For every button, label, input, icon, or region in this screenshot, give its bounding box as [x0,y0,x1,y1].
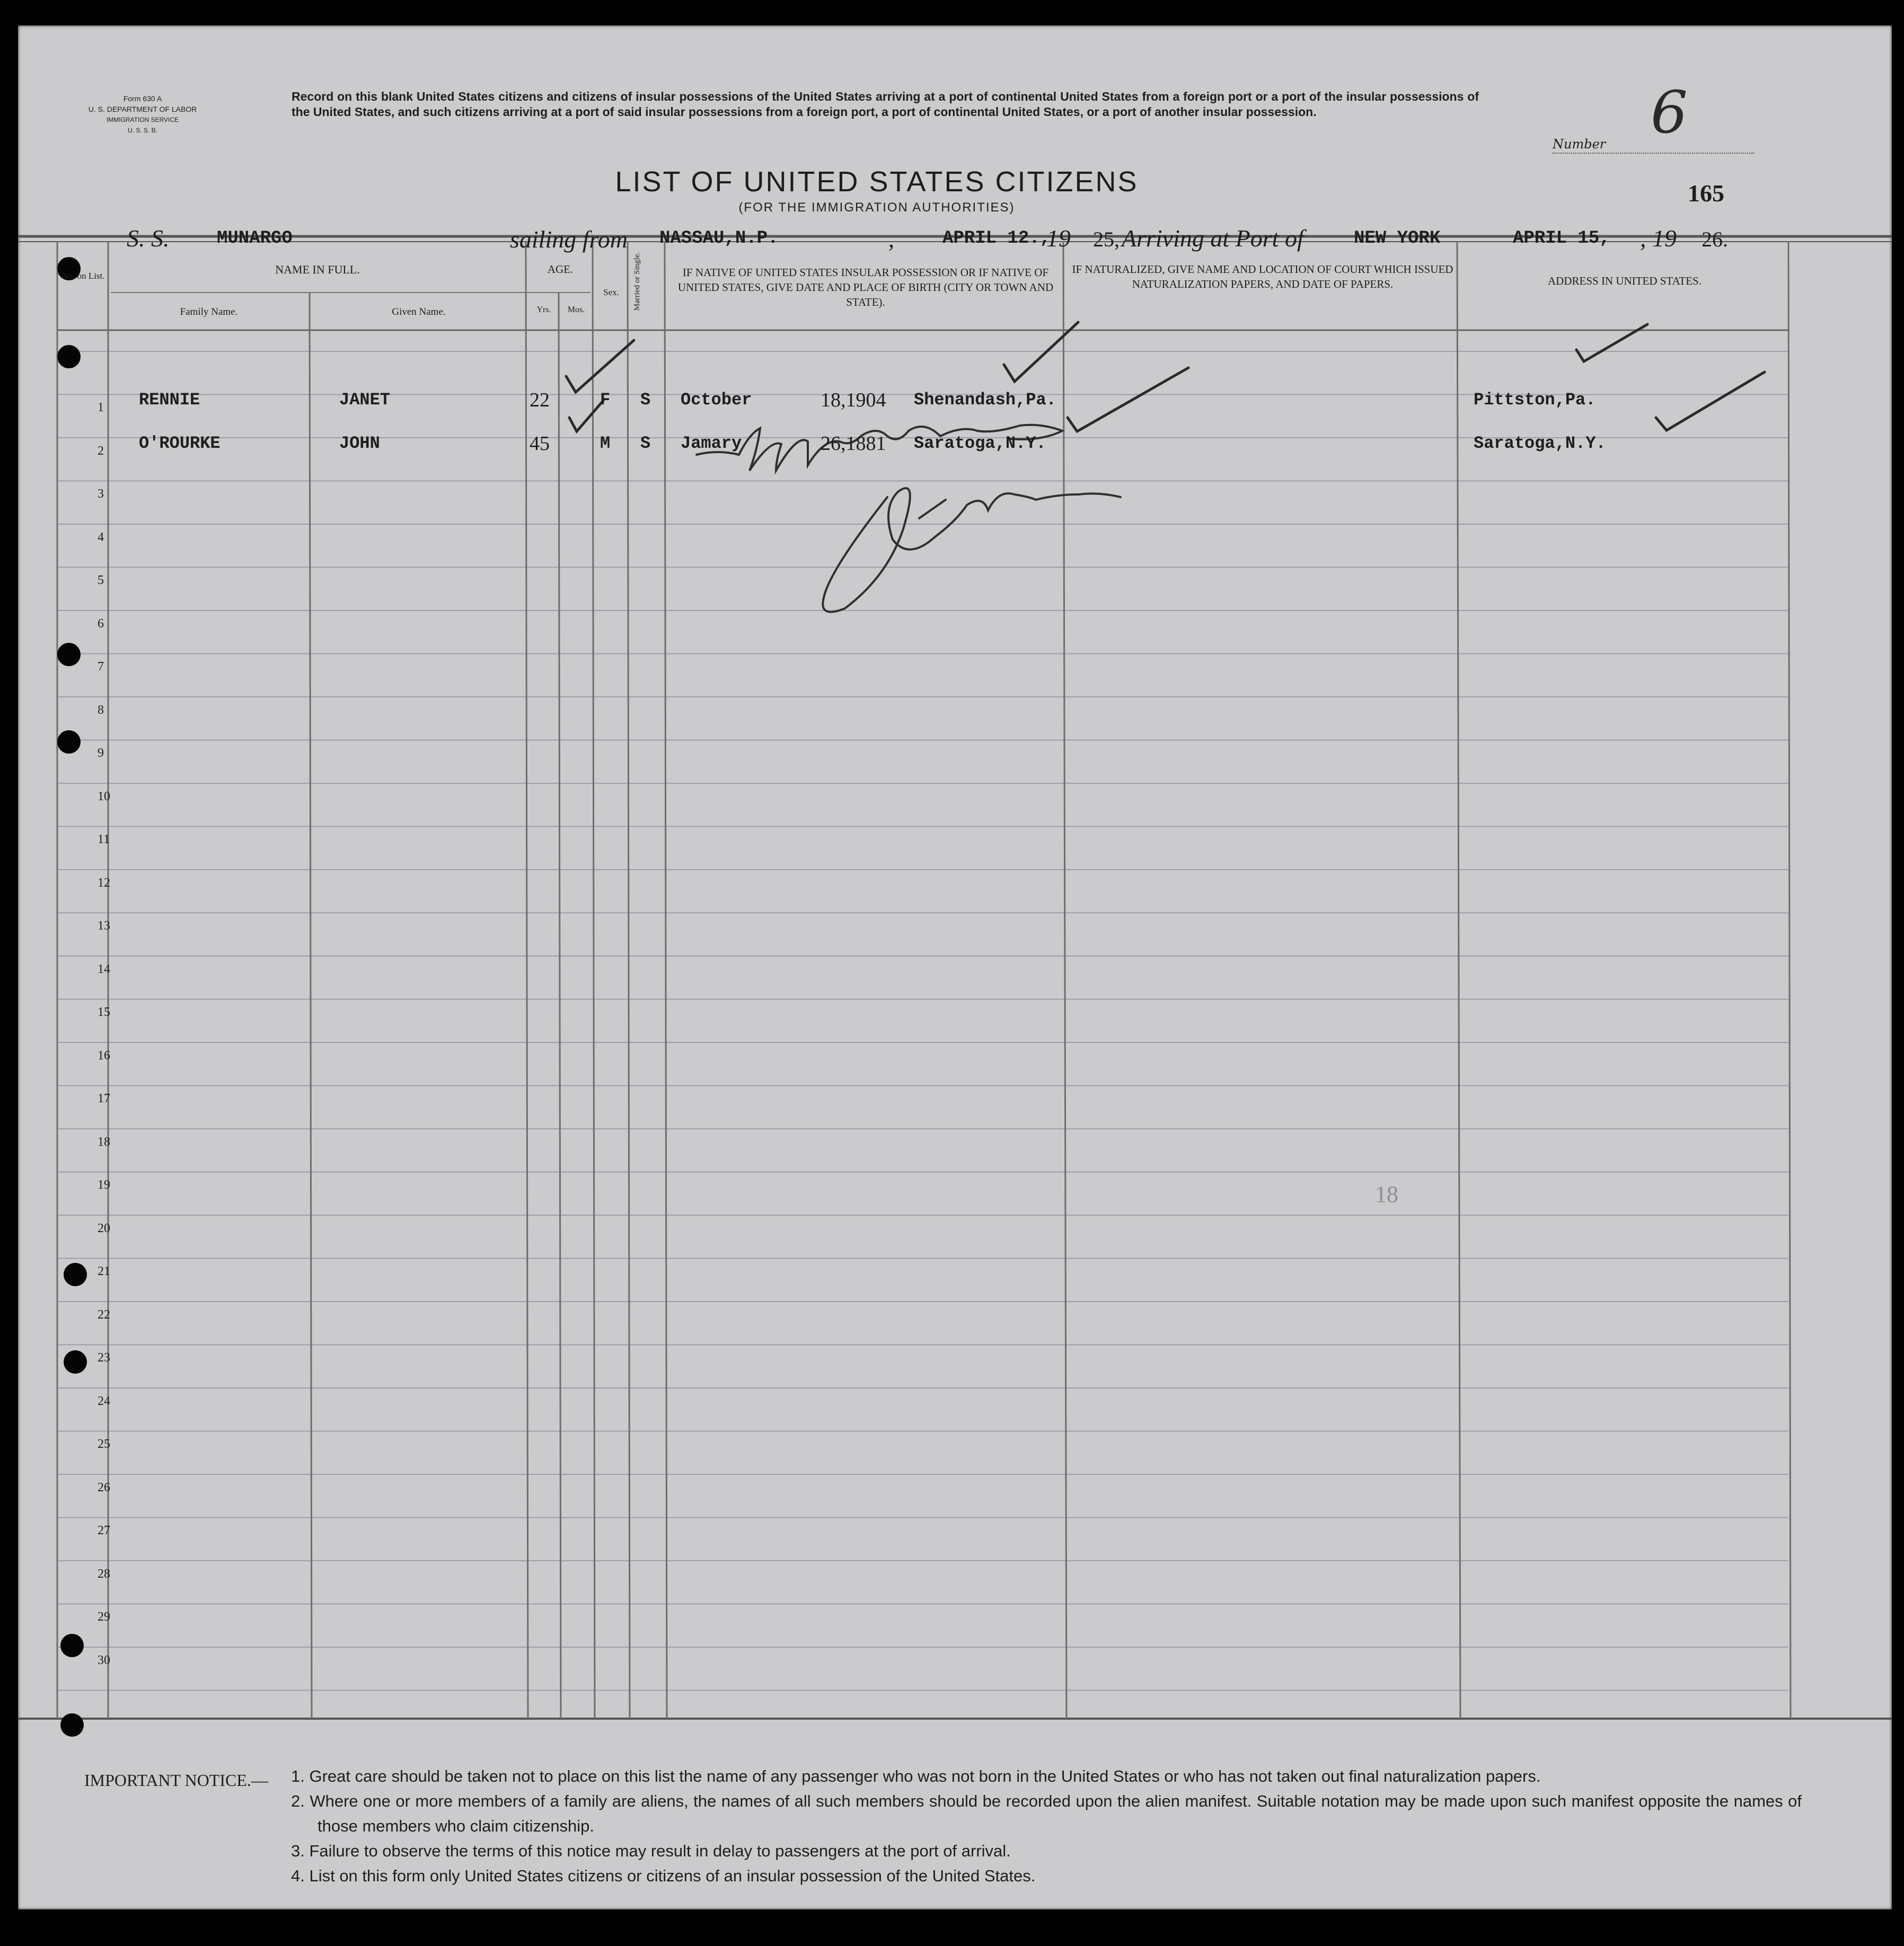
punch-hole [57,345,81,368]
row-number: 13 [98,919,110,933]
departure-date: APRIL 12., [942,228,1051,249]
marital-status-cell: S [640,390,651,410]
row-number: 29 [98,1610,110,1624]
notice-item-4: 4. List on this form only United States citizens or citizens of an insular possession of the United States. [291,1867,1036,1885]
birthplace-cell: Shenandash,Pa. [914,390,1056,410]
age-years-cell: 45 [530,432,550,455]
punch-hole [64,1350,87,1374]
departure-year: 25, [1093,227,1120,251]
row-number: 7 [98,660,104,674]
sex-cell: M [600,434,611,453]
row-number: 25 [98,1437,110,1451]
table-row [18,434,1892,465]
row-number: 2 [98,444,104,458]
sex-cell: F [600,390,611,410]
handwritten-number: 6 [1651,78,1688,146]
departure-port: NASSAU,N.P. [659,228,779,249]
header-naturalized: IF NATURALIZED, GIVE NAME AND LOCATION OF COURT WHICH ISSUED NATURALIZATION PAPERS, AND DATE OF PAPERS. [1072,263,1453,290]
comma-separator: , [888,226,894,252]
birthplace-cell: Saratoga,N.Y. [914,434,1046,453]
row-number: 8 [98,703,104,717]
row-number: 17 [98,1092,110,1105]
row-number: 11 [98,833,110,846]
family-name-cell: RENNIE [139,390,200,410]
form-number: Form 630 A [123,94,162,103]
header-native-birth: IF NATIVE OF UNITED STATES INSULAR POSSESSION OR IF NATIVE OF UNITED STATES, GIVE DATE AND PLACE OF BIRTH (CITY OR TOWN AND STATE). [677,266,1054,308]
birth-day-year-cell: 26,1881 [821,432,886,455]
ship-line [18,227,1892,259]
document-subtitle: (FOR THE IMMIGRATION AUTHORITIES) [738,200,1015,215]
row-number: 15 [98,1005,110,1019]
ss-label: S. S. [127,225,170,252]
arrival-port: NEW YORK [1354,228,1441,249]
us-address-cell: Pittston,Pa. [1474,390,1596,410]
notice-item-3: 3. Failure to observe the terms of this notice may result in delay to passengers at the port of arrival. [291,1842,1011,1860]
row-number: 18 [98,1135,110,1149]
row-number: 30 [98,1653,110,1667]
number-label: Number [1553,137,1606,152]
row-number: 22 [98,1307,110,1322]
birth-month-cell: Jamary [681,434,742,453]
arrival-year-prefix: , 19 [1640,225,1677,252]
arriving-label: Arriving at Port of [1122,225,1304,252]
ship-name: MUNARGO [217,228,293,249]
ussb-code: U. S. S. B. [127,127,157,134]
punch-hole [57,643,81,666]
row-number: 6 [98,616,104,631]
header-given-name: Given Name. [392,306,446,317]
notice-item-1: 1. Great care should be taken not to place on this list the name of any passenger who was not born in the United States or who has not taken out final naturalization papers. [291,1767,1541,1785]
row-number: 19 [98,1178,110,1192]
row-number: 21 [98,1264,110,1278]
punch-hole [64,1263,87,1286]
arrival-date: APRIL 15, [1513,228,1610,249]
faint-stamp: 18 [1375,1181,1398,1207]
row-number: 23 [98,1351,110,1365]
departure-year-prefix: 19 [1046,225,1071,252]
row-number: 4 [98,530,104,544]
header-age: AGE. [547,263,574,276]
document-title: LIST OF UNITED STATES CITIZENS [615,166,1139,198]
row-number: 12 [98,875,110,890]
instruction-paragraph: Record on this blank United States citizens and citizens of insular possessions of the United States arriving at a port of continental United States from a foreign port or a port of the insular possessions of the United States, and such citizens arriving at a port of said insular possessions from a foreign port, a port of continental United States, or a port of another insular possession. [292,90,1479,119]
notice-heading: IMPORTANT NOTICE.— [84,1771,268,1790]
document-sheet [18,25,1892,1909]
row-number: 9 [98,746,104,760]
header-no-on-list: No. on List. [61,271,105,281]
row-number: 24 [98,1394,110,1408]
page-stamp-number: 165 [1688,180,1724,207]
row-number: 1 [98,401,104,414]
row-number: 27 [98,1524,110,1537]
notice-item-2: 2. Where one or more members of a family are aliens, the names of all such members should be recorded upon the alien manifest. Suitable notation may be made upon such manifest opposite the names of those members who claim citizenship. [291,1792,1802,1835]
header-address: ADDRESS IN UNITED STATES. [1548,275,1702,287]
header-name-in-full: NAME IN FULL. [275,263,360,276]
row-number: 14 [98,962,110,976]
header-married-or-single: Married or Single. [633,252,641,311]
row-number: 16 [98,1048,110,1063]
header-years: Yrs. [536,305,551,314]
punch-hole [57,730,81,754]
service-name: IMMIGRATION SERVICE [106,116,179,123]
birth-month-cell: October [681,390,752,410]
row-number: 3 [98,487,104,501]
row-number: 28 [98,1567,110,1581]
given-name-cell: JOHN [339,434,380,453]
header-family-name: Family Name. [180,306,238,317]
row-number: 26 [98,1480,110,1494]
sailing-from-label: sailing from [510,226,628,253]
header-months: Mos. [567,305,585,314]
us-address-cell: Saratoga,N.Y. [1474,434,1606,453]
punch-hole [60,1713,84,1737]
row-number: 20 [98,1221,110,1235]
given-name-cell: JANET [339,390,391,410]
signature-stroke [823,488,1121,612]
family-name-cell: O'ROURKE [139,434,221,453]
punch-hole [60,1634,84,1657]
marital-status-cell: S [640,434,651,453]
birth-day-year-cell: 18,1904 [821,389,886,411]
row-number: 10 [98,789,110,803]
notice-items [291,1764,1802,1888]
header-sex: Sex. [603,287,619,297]
table-row [18,390,1892,422]
department-name: U. S. DEPARTMENT OF LABOR [88,105,197,113]
age-years-cell: 22 [530,389,550,411]
row-number: 5 [98,573,104,587]
arrival-year: 26. [1702,227,1728,251]
form-code-block [68,93,217,136]
